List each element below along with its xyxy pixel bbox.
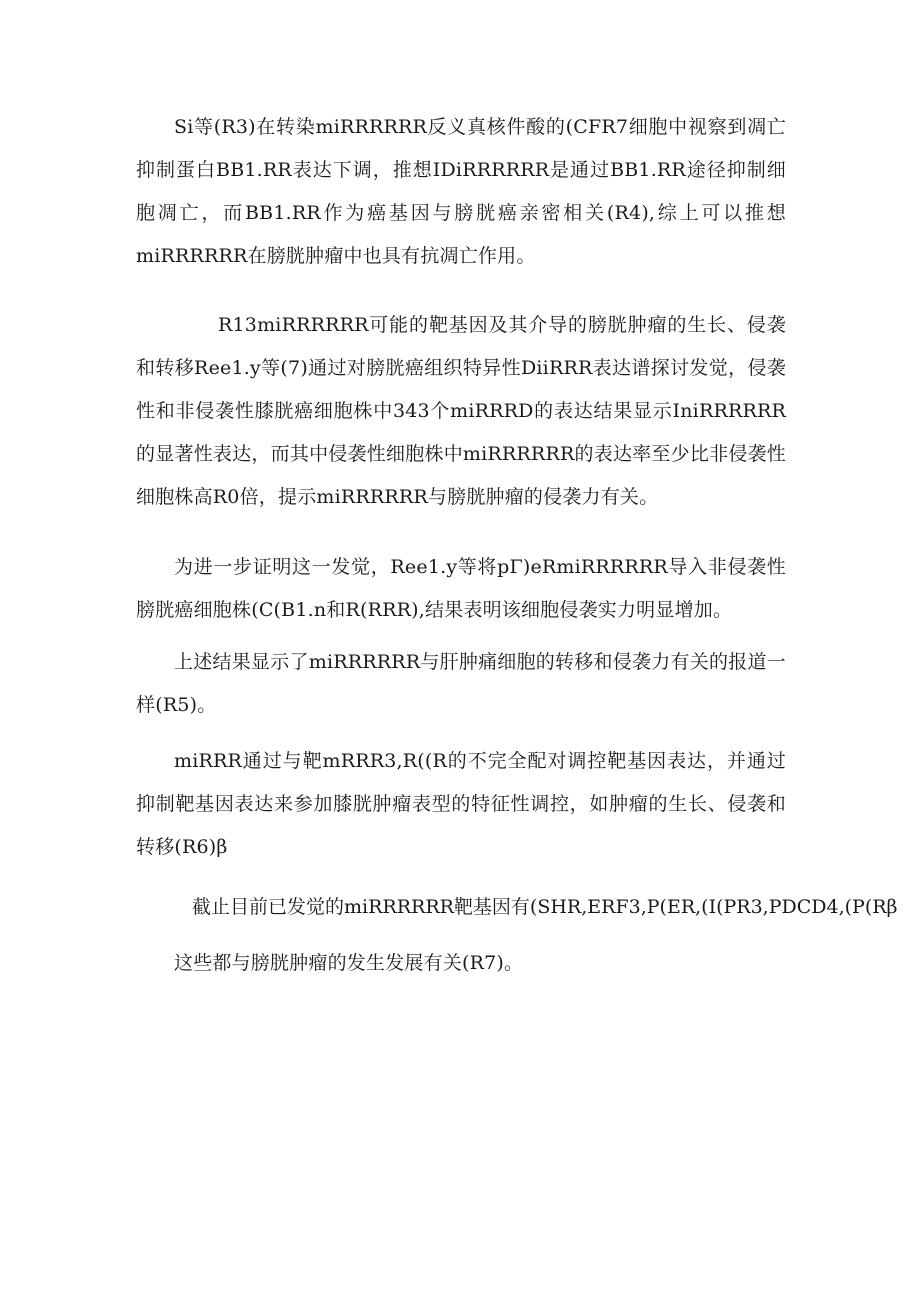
paragraph-6: 截止目前已发觉的miRRRRRR靶基因有(SHR,ERF3,P(ER,(I(PR3,PDCD4,(P(Rβ xyxy=(192,896,898,918)
paragraph-4: 上述结果显示了miRRRRRR与肝肿痛细胞的转移和侵袭力有关的报道一样(R5)。 xyxy=(136,651,786,716)
paragraph-3: 为进一步证明这一发觉，Ree1.y等将pΓ)eRmiRRRRRR导入非侵袭性膀胱癌细胞株(C(B1.n和R(RRR),结果表明该细胞侵袭实力明显增加。 xyxy=(136,556,786,621)
paragraph-7: 这些都与膀胱肿瘤的发生发展有关(R7)。 xyxy=(174,952,524,974)
paragraph-5: miRRR通过与靶mRRR3,R((R的不完全配对调控靶基因表达，并通过抑制靶基因表达来参加膝胱肿瘤表型的特征性调控，如肿瘤的生长、侵袭和转移(R6)β xyxy=(136,750,786,858)
paragraph-1: Si等(R3)在转染miRRRRRR反义真核件酸的(CFR7细胞中视察到凋亡抑制蛋白BB1.RR表达下调，推想IDiRRRRRR是通过BB1.RR途径抑制细胞凋亡，而BB1.RR作为癌基因与膀胱癌亲密相关(R4),综上可以推想miRRRRRR在膀胱肿瘤中也具有抗凋亡作用。 xyxy=(136,116,786,267)
paragraph-2: R13miRRRRRR可能的靶基因及其介导的膀胱肿瘤的生长、侵袭和转移Ree1.y等(7)通过对膀胱癌组织特异性DiiRRR表达谱探讨发觉，侵袭性和非侵袭性膝胱癌细胞株中343个miRRRD的表达结果显示IniRRRRRR的显著性表达，而其中侵袭性细胞株中miRRRRRR的表达率至少比非侵袭性细胞株高R0倍，提示miRRRRRR与膀胱肿瘤的侵袭力有关。 xyxy=(136,314,786,508)
